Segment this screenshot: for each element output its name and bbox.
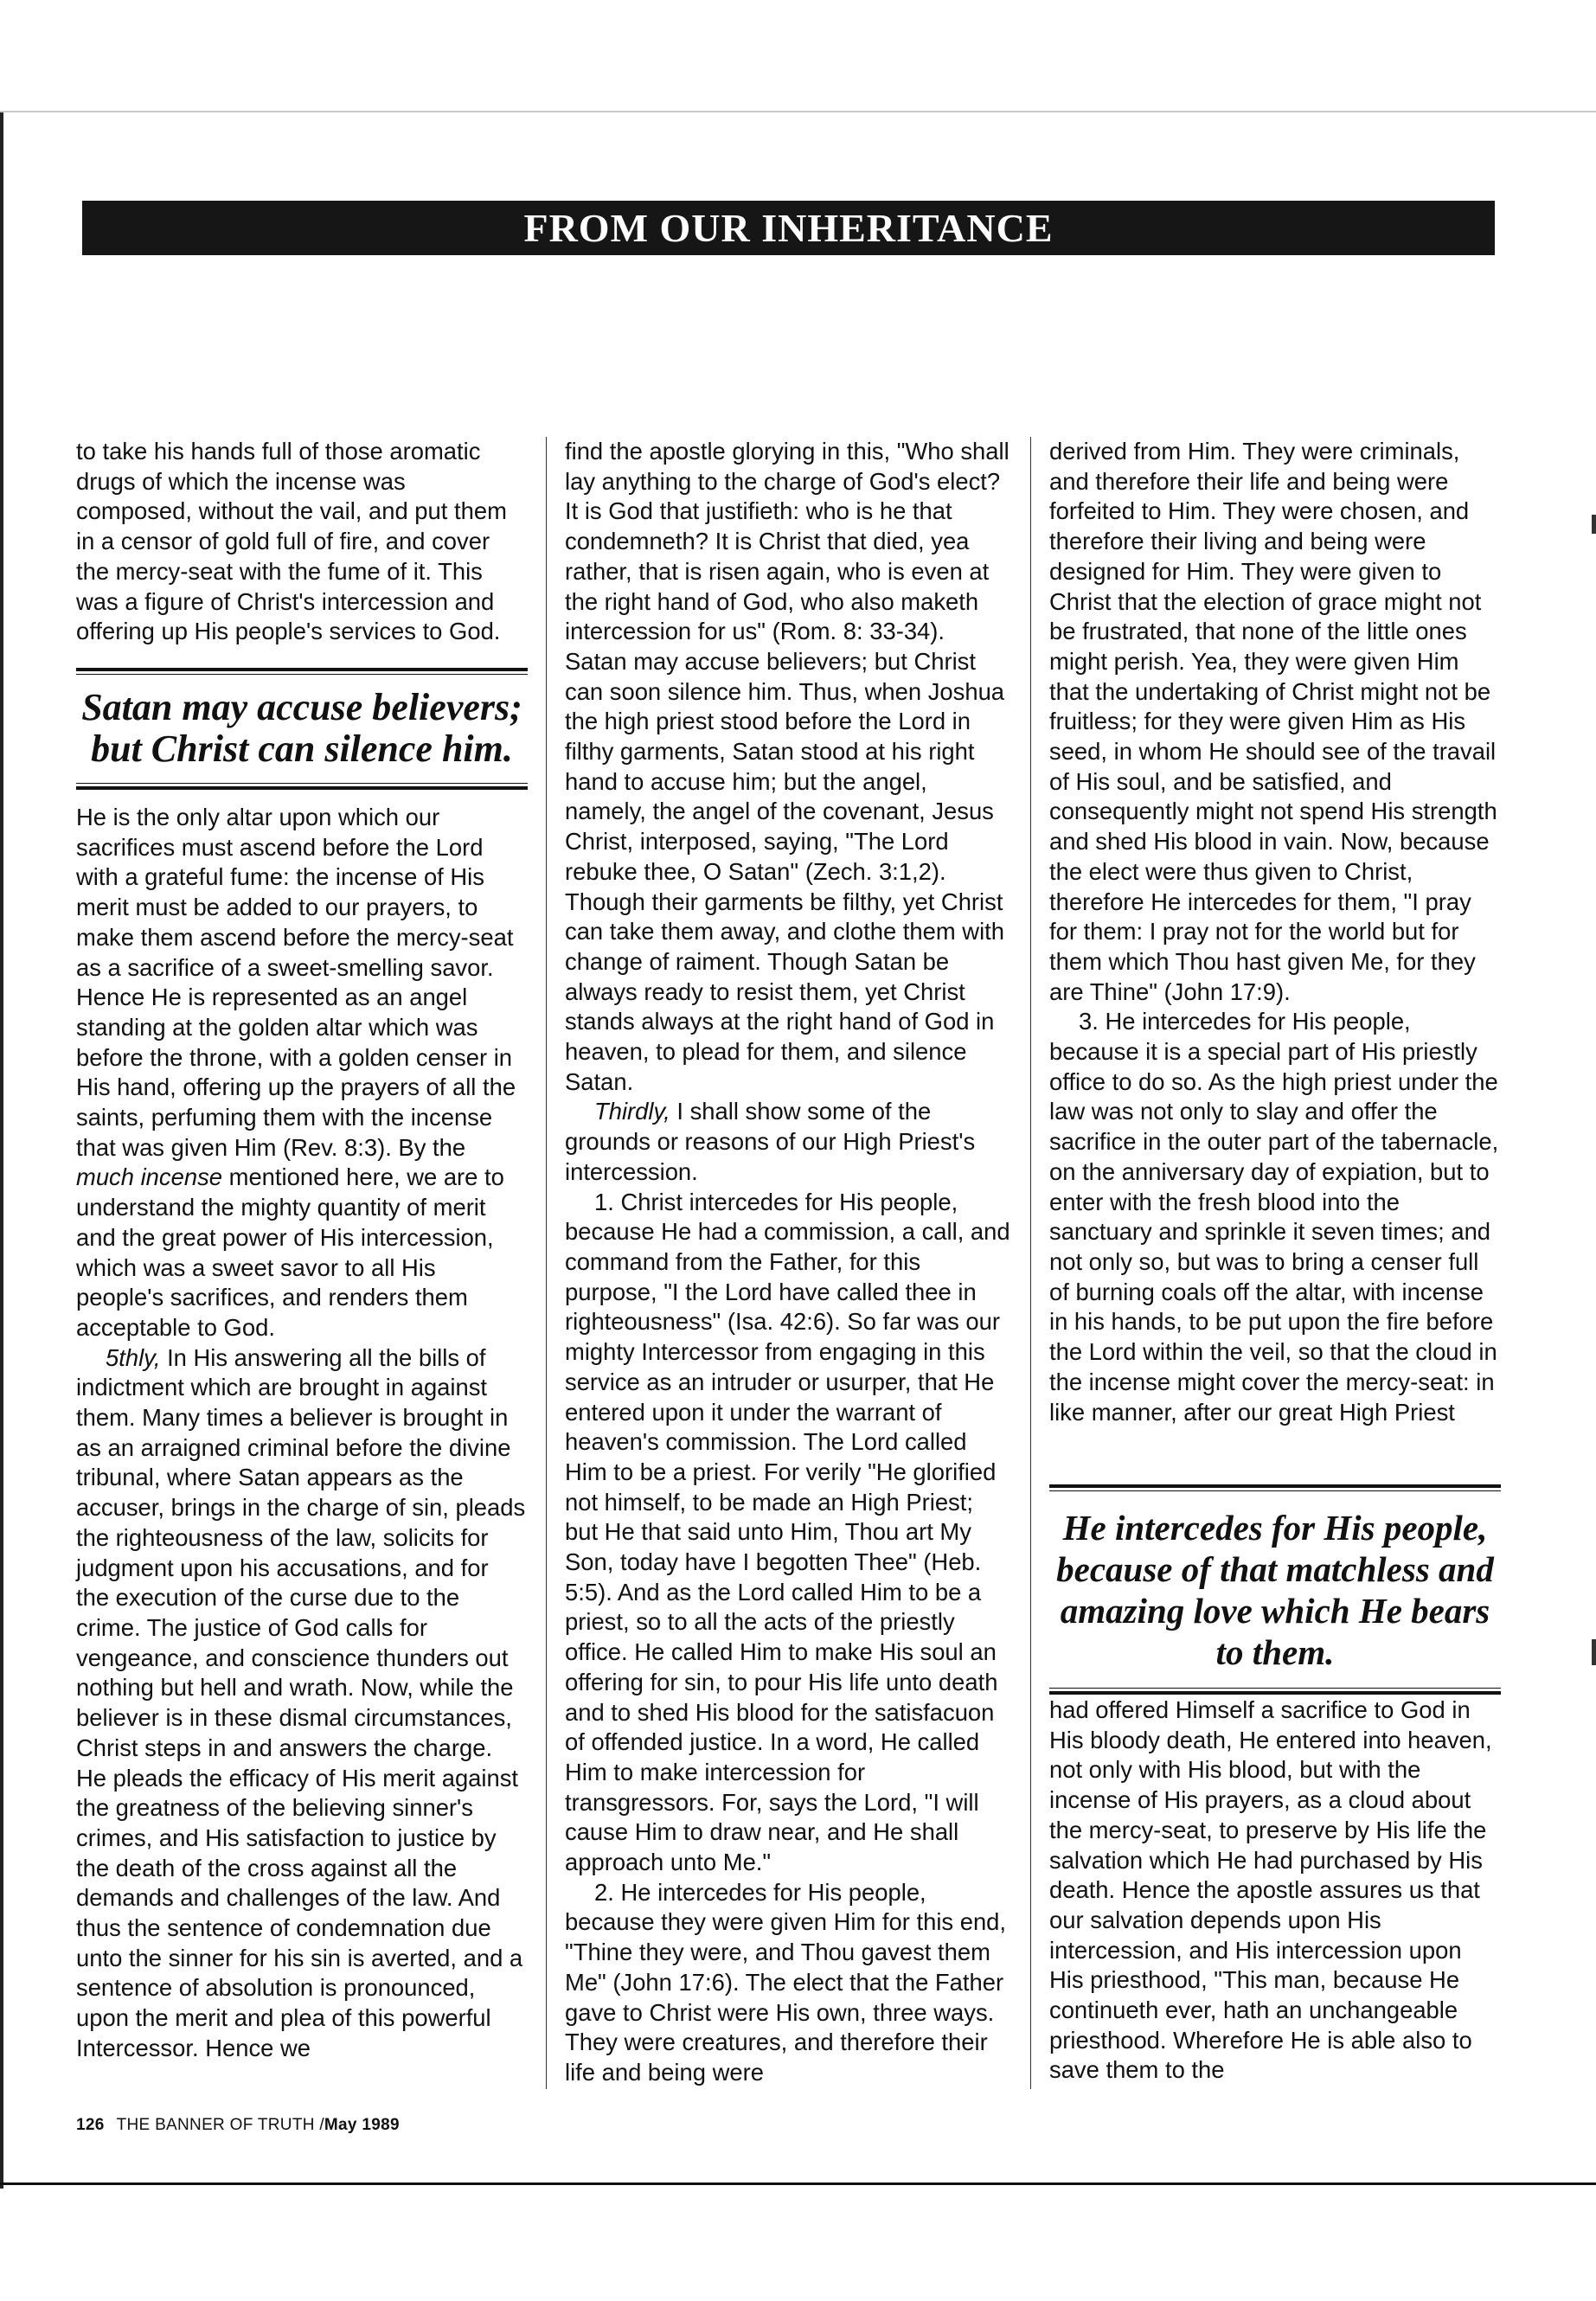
column-divider: [1030, 437, 1031, 2089]
publication-name: THE BANNER OF TRUTH /: [116, 2116, 324, 2134]
paragraph: 2. He intercedes for His people, because they were given Him for this end, "Thine they were, and Thou gavest them Me" (John 17:6). The elect that the Father gave to Christ were His own, three ways. They were creatures, and therefore their life and being were: [565, 1878, 1007, 2086]
column-3: [1049, 437, 1501, 1427]
pull-quote-text: Satan may accuse believers; but Christ can silence him.: [81, 686, 522, 770]
paragraph: had offered Himself a sacrifice to God in His bloody death, He entered into heaven, not only with His blood, but with the incense of His prayers, as a cloud about the mercy-seat, to preserve by His life the salvation which He had purchased by His death. Hence the apostle assures us that our salvation depends upon His intercession, and His intercession upon His priesthood, "This man, because He continueth ever, hath an unchangeable priesthood. Wherefore He is able also to save them to the: [1049, 1696, 1492, 2084]
column-divider: [546, 437, 547, 2089]
column-1: [76, 437, 528, 647]
paragraph: [76, 803, 528, 1343]
pull-quote-rule: [1049, 1484, 1501, 1488]
edge-mark: [1592, 1639, 1596, 1665]
pull-quote-rule: [1049, 1688, 1501, 1689]
paragraph: 3. He intercedes for His people, because it is a special part of His priestly office to do so. As the high priest under the law was not only to slay and offer the sacrifice in the outer part of the tabernacle, on the anniversary day of expiation, but to enter with the fresh blood into the sanctuary and sprinkle it seven times; and not only so, but was to bring a censer full of burning coals off the altar, with incense in his hands, to be put upon the fire before the Lord within the veil, so that the cloud in the incense might cover the mercy-seat: in like manner, after our great High Priest: [1049, 1008, 1499, 1426]
emphasis: 5thly,: [106, 1343, 161, 1371]
paragraph-text: He is the only altar upon which our sacrifices must ascend before the Lord with a grateful fume: the incense of His merit must be added to our prayers, to make them ascend before the mercy-seat as a sacrifice of a sweet-smelling savor. Hence He is represented as an angel standing at the golden altar which was before the throne, with a golden censer in His hand, offering up the prayers of all the saints, perfuming them with the incense that was given Him (Rev. 8:3). By the: [76, 804, 516, 1161]
pull-quote-text: He intercedes for His people, because of that matchless and amazing love which He bears to them.: [1056, 1508, 1494, 1672]
emphasis: much incense: [76, 1163, 222, 1191]
pull-quote-1: [76, 668, 528, 790]
pull-quote-rule: [76, 668, 528, 671]
page-edge: [0, 112, 3, 2189]
pull-quote-2: [1049, 1484, 1501, 1695]
paragraph: 1. Christ intercedes for His people, because He had a commission, a call, and command from the Father, for this purpose, "I the Lord have called thee in righteousness" (Isa. 42:6). So far was our mighty Intercessor from engaging in this service as an intruder or usurper, that He entered upon it under the warrant of heaven's commission. The Lord called Him to be a priest. For verily "He glorified not himself, to be made an High Priest; but He that said unto Him, Thou art My Son, today have I begotten Thee" (Heb. 5:5). And as the Lord called Him to be a priest, so to all the acts of the priestly office. He called Him to make His soul an offering for sin, to pour His life unto death and to shed His blood for the satisfacuon of offended justice. In a word, He called Him to make intercession for transgressors. For, says the Lord, "I will cause Him to draw near, and He shall approach unto Me.": [565, 1188, 1010, 1876]
bottom-rule: [0, 2182, 1596, 2185]
top-rule: [0, 111, 1596, 112]
issue-date: May 1989: [324, 2116, 400, 2134]
paragraph-text: mentioned here, we are to understand the mighty quantity of merit and the great power of His intercession, which was a sweet savor to all His people's sacrifices, and renders them acceptable to God.: [76, 1163, 504, 1341]
pull-quote-rule: [1049, 1691, 1501, 1695]
paragraph-text: I shall show some of the grounds or reasons of our High Priest's intercession.: [565, 1098, 976, 1185]
paragraph: [76, 1343, 528, 2064]
paragraph: find the apostle glorying in this, "Who shall lay anything to the charge of God's elect? It is God that justifieth: who is he that condemneth? It is Christ that died, yea rather, that is risen again, who is even at the right hand of God, who also maketh intercession for us" (Rom. 8: 33-34). Satan may accuse believers; but Christ can soon silence him. Thus, when Joshua the high priest stood before the Lord in filthy garments, Satan stood at his right hand to accuse him; but the angel, namely, the angel of the covenant, Jesus Christ, interposed, saying, "The Lord rebuke thee, O Satan" (Zech. 3:1,2). Though their garments be filthy, yet Christ can take them away, and clothe them with change of raiment. Though Satan be always ready to resist them, yet Christ stands always at the right hand of God in heaven, to plead for them, and silence Satan.: [565, 438, 1010, 1095]
section-banner: FROM OUR INHERITANCE: [82, 201, 1495, 255]
page-number: 126: [76, 2116, 105, 2134]
column-1-continued: [76, 803, 528, 2064]
paragraph: to take his hands full of those aromatic drugs of which the incense was composed, without the vail, and put them in a censor of gold full of fire, and cover the mercy-seat with the fume of it. This was a figure of Christ's intercession and offering up His people's services to God.: [76, 438, 507, 645]
paragraph-text: In His answering all the bills of indictment which are brought in against them. Many times a believer is brought in as an arraigned criminal before the divine tribunal, where Satan appears as the accuser, brings in the charge of sin, pleads the righteousness of the law, solicits for judgment upon his accusations, and for the execution of the curse due to the crime. The justice of God calls for vengeance, and conscience thunders out nothing but hell and wrath. Now, while the believer is in these dismal circumstances, Christ steps in and answers the charge. He pleads the efficacy of His merit against the greatness of the believing sinner's crimes, and His satisfaction to justice by the death of the cross against all the demands and challenges of the law. And thus the sentence of condemnation due unto the sinner for his sin is averted, and a sentence of absolution is pronounced, upon the merit and plea of this powerful Intercessor. Hence we: [76, 1343, 526, 2061]
column-3-continued: [1049, 1695, 1501, 2086]
column-2: [565, 437, 1011, 2088]
emphasis: Thirdly,: [594, 1098, 670, 1125]
page-footer: [76, 2116, 400, 2135]
edge-mark: [1592, 515, 1596, 534]
paragraph: [565, 1097, 1011, 1187]
paragraph: derived from Him. They were criminals, and therefore their life and being were forfeited to Him. They were chosen, and therefore their living and being were designed for Him. They were given to Christ that the election of grace might not be frustrated, that none of the little ones might perish. Yea, they were given Him that the undertaking of Christ might not be fruitless; for they were given Him as His seed, in whom He should see of the travail of His soul, and be satisfied, and consequently might not spend His strength and shed His blood in vain. Now, because the elect were thus given to Christ, therefore He intercedes for them, "I pray for them: I pray not for the world but for them which Thou hast given Me, for they are Thine" (John 17:9).: [1049, 438, 1497, 1005]
pull-quote-rule: [76, 786, 528, 790]
pull-quote-rule: [76, 783, 528, 784]
